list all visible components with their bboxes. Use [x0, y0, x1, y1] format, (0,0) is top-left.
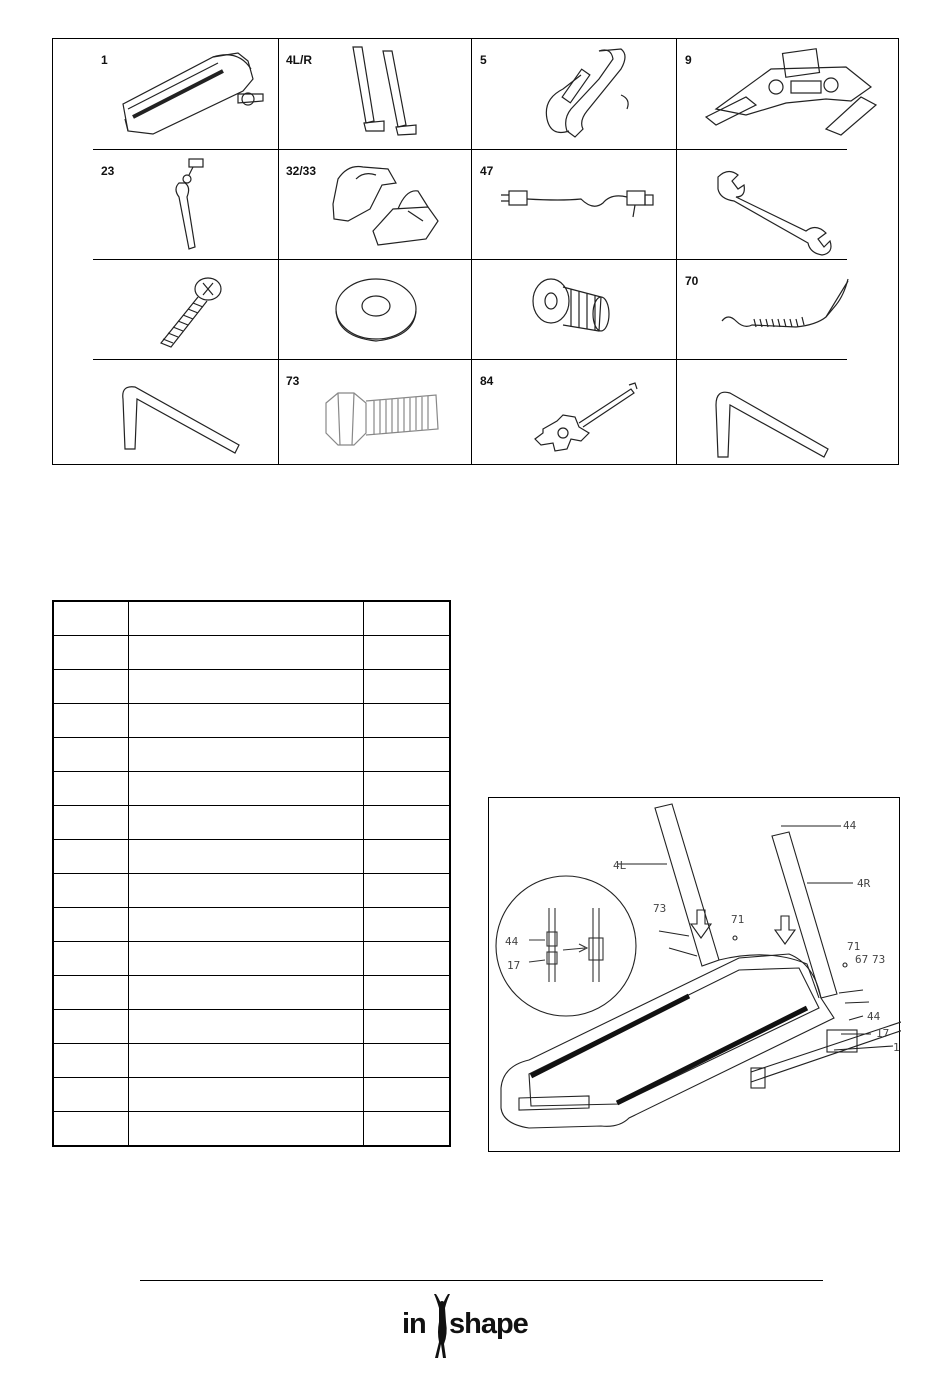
allen-key-icon: [676, 359, 900, 466]
callout-17: 17: [876, 1027, 890, 1040]
table-row: [53, 1078, 450, 1112]
table-cell: [53, 806, 128, 840]
assembly-diagram: [488, 797, 900, 1152]
right-upright: [772, 832, 837, 998]
table-cell: [363, 1010, 450, 1044]
table-cell: [128, 772, 363, 806]
callout-44: 44: [867, 1010, 881, 1023]
table-cell: [53, 636, 128, 670]
part-cell: [53, 39, 278, 149]
part-cell: [676, 259, 900, 359]
table-cell: [53, 840, 128, 874]
safety-key-icon: [53, 149, 278, 259]
callout-44: 44: [843, 819, 857, 832]
table-row: [53, 636, 450, 670]
table-cell: [128, 942, 363, 976]
part-number: 32/33: [286, 164, 317, 178]
left-upright: [655, 804, 719, 966]
table-cell: [53, 1078, 128, 1112]
table-cell: [363, 1044, 450, 1078]
table-cell: [363, 1078, 450, 1112]
cable-icon: [471, 149, 676, 259]
logo-text-shape: shape: [449, 1308, 528, 1340]
coiled-cord-icon: [676, 259, 900, 359]
table-row: [53, 1112, 450, 1147]
logo-text-in: in: [402, 1308, 426, 1340]
part-number: 84: [480, 374, 494, 388]
part-cell: [471, 149, 676, 259]
table-cell: [363, 636, 450, 670]
part-cell: [471, 259, 676, 359]
table-cell: [128, 738, 363, 772]
table-row: [53, 670, 450, 704]
callout-71: 71: [847, 940, 861, 953]
hex-bolt-icon: [278, 359, 471, 466]
table-cell: [363, 704, 450, 738]
part-cell: [676, 149, 900, 259]
cross-wrench-icon: [471, 359, 676, 466]
table-cell: [53, 1044, 128, 1078]
table-cell: [53, 1010, 128, 1044]
part-cell: [676, 39, 900, 149]
table-cell: [363, 840, 450, 874]
callout-67: 67: [855, 953, 869, 966]
table-cell: [128, 1112, 363, 1147]
part-number: 9: [685, 53, 692, 67]
part-cell: [676, 359, 900, 466]
part-cell: [53, 259, 278, 359]
table-cell: [128, 636, 363, 670]
table-row: [53, 908, 450, 942]
table-cell: [363, 942, 450, 976]
short-bolt-icon: [471, 259, 676, 359]
part-number: 70: [685, 274, 699, 288]
table-cell: [363, 806, 450, 840]
callout-71: 71: [731, 913, 745, 926]
table-cell: [53, 976, 128, 1010]
part-cell: [53, 149, 278, 259]
screw-icon: [53, 259, 278, 359]
bracket-covers-icon: [278, 149, 471, 259]
part-number: 1: [101, 53, 108, 67]
table-cell: [128, 908, 363, 942]
part-number: 5: [480, 53, 487, 67]
part-number: 73: [286, 374, 300, 388]
table-cell: [53, 772, 128, 806]
part-number: 4L/R: [286, 53, 313, 67]
allen-key-icon: [53, 359, 278, 466]
handlebar-icon: [471, 39, 676, 149]
table-cell: [363, 908, 450, 942]
inshape-logo: [402, 1298, 552, 1360]
upright-posts-icon: [278, 39, 471, 149]
table-cell: [128, 670, 363, 704]
table-cell: [363, 738, 450, 772]
callout-73: 73: [872, 953, 886, 966]
table-cell: [363, 1112, 450, 1147]
part-cell: [278, 149, 471, 259]
callout-17-inset: 17: [507, 959, 521, 972]
callout-73: 73: [653, 902, 667, 915]
table-row: [53, 840, 450, 874]
table-cell: [363, 976, 450, 1010]
treadmill-base-icon: [53, 39, 278, 149]
table-row: [53, 738, 450, 772]
callout-44-inset: 44: [505, 935, 519, 948]
part-number: 23: [101, 164, 115, 178]
table-cell: [363, 874, 450, 908]
part-cell: [471, 39, 676, 149]
treadmill-assembly-drawing: [489, 798, 901, 1153]
table-row: [53, 806, 450, 840]
table-cell: [53, 738, 128, 772]
table-cell: [363, 601, 450, 636]
parts-list-table: [52, 600, 451, 1147]
table-cell: [363, 772, 450, 806]
table-cell: [363, 670, 450, 704]
table-row: [53, 772, 450, 806]
table-cell: [53, 1112, 128, 1147]
table-cell: [53, 908, 128, 942]
table-cell: [128, 1078, 363, 1112]
console-icon: [676, 39, 900, 149]
table-row: [53, 704, 450, 738]
table-cell: [53, 601, 128, 636]
table-row: [53, 976, 450, 1010]
table-row: [53, 1010, 450, 1044]
table-cell: [53, 874, 128, 908]
part-cell: [53, 359, 278, 466]
part-number: 47: [480, 164, 494, 178]
table-cell: [128, 874, 363, 908]
table-cell: [128, 840, 363, 874]
table-cell: [128, 601, 363, 636]
table-row: [53, 601, 450, 636]
footer-divider: [140, 1280, 823, 1281]
table-row: [53, 1044, 450, 1078]
table-row: [53, 942, 450, 976]
part-cell: [471, 359, 676, 466]
table-cell: [53, 670, 128, 704]
callout-1: 1: [893, 1041, 900, 1054]
table-cell: [128, 1010, 363, 1044]
wrench-icon: [676, 149, 900, 259]
table-cell: [53, 942, 128, 976]
table-cell: [128, 806, 363, 840]
table-cell: [128, 976, 363, 1010]
table-cell: [53, 704, 128, 738]
parts-grid: [52, 38, 899, 465]
parts-list-body: [53, 601, 450, 1146]
part-cell: [278, 359, 471, 466]
callout-4L: 4L: [613, 859, 627, 872]
washer-icon: [278, 259, 471, 359]
table-cell: [128, 1044, 363, 1078]
table-row: [53, 874, 450, 908]
table-cell: [128, 704, 363, 738]
part-cell: [278, 39, 471, 149]
callout-4R: 4R: [857, 877, 871, 890]
part-cell: [278, 259, 471, 359]
